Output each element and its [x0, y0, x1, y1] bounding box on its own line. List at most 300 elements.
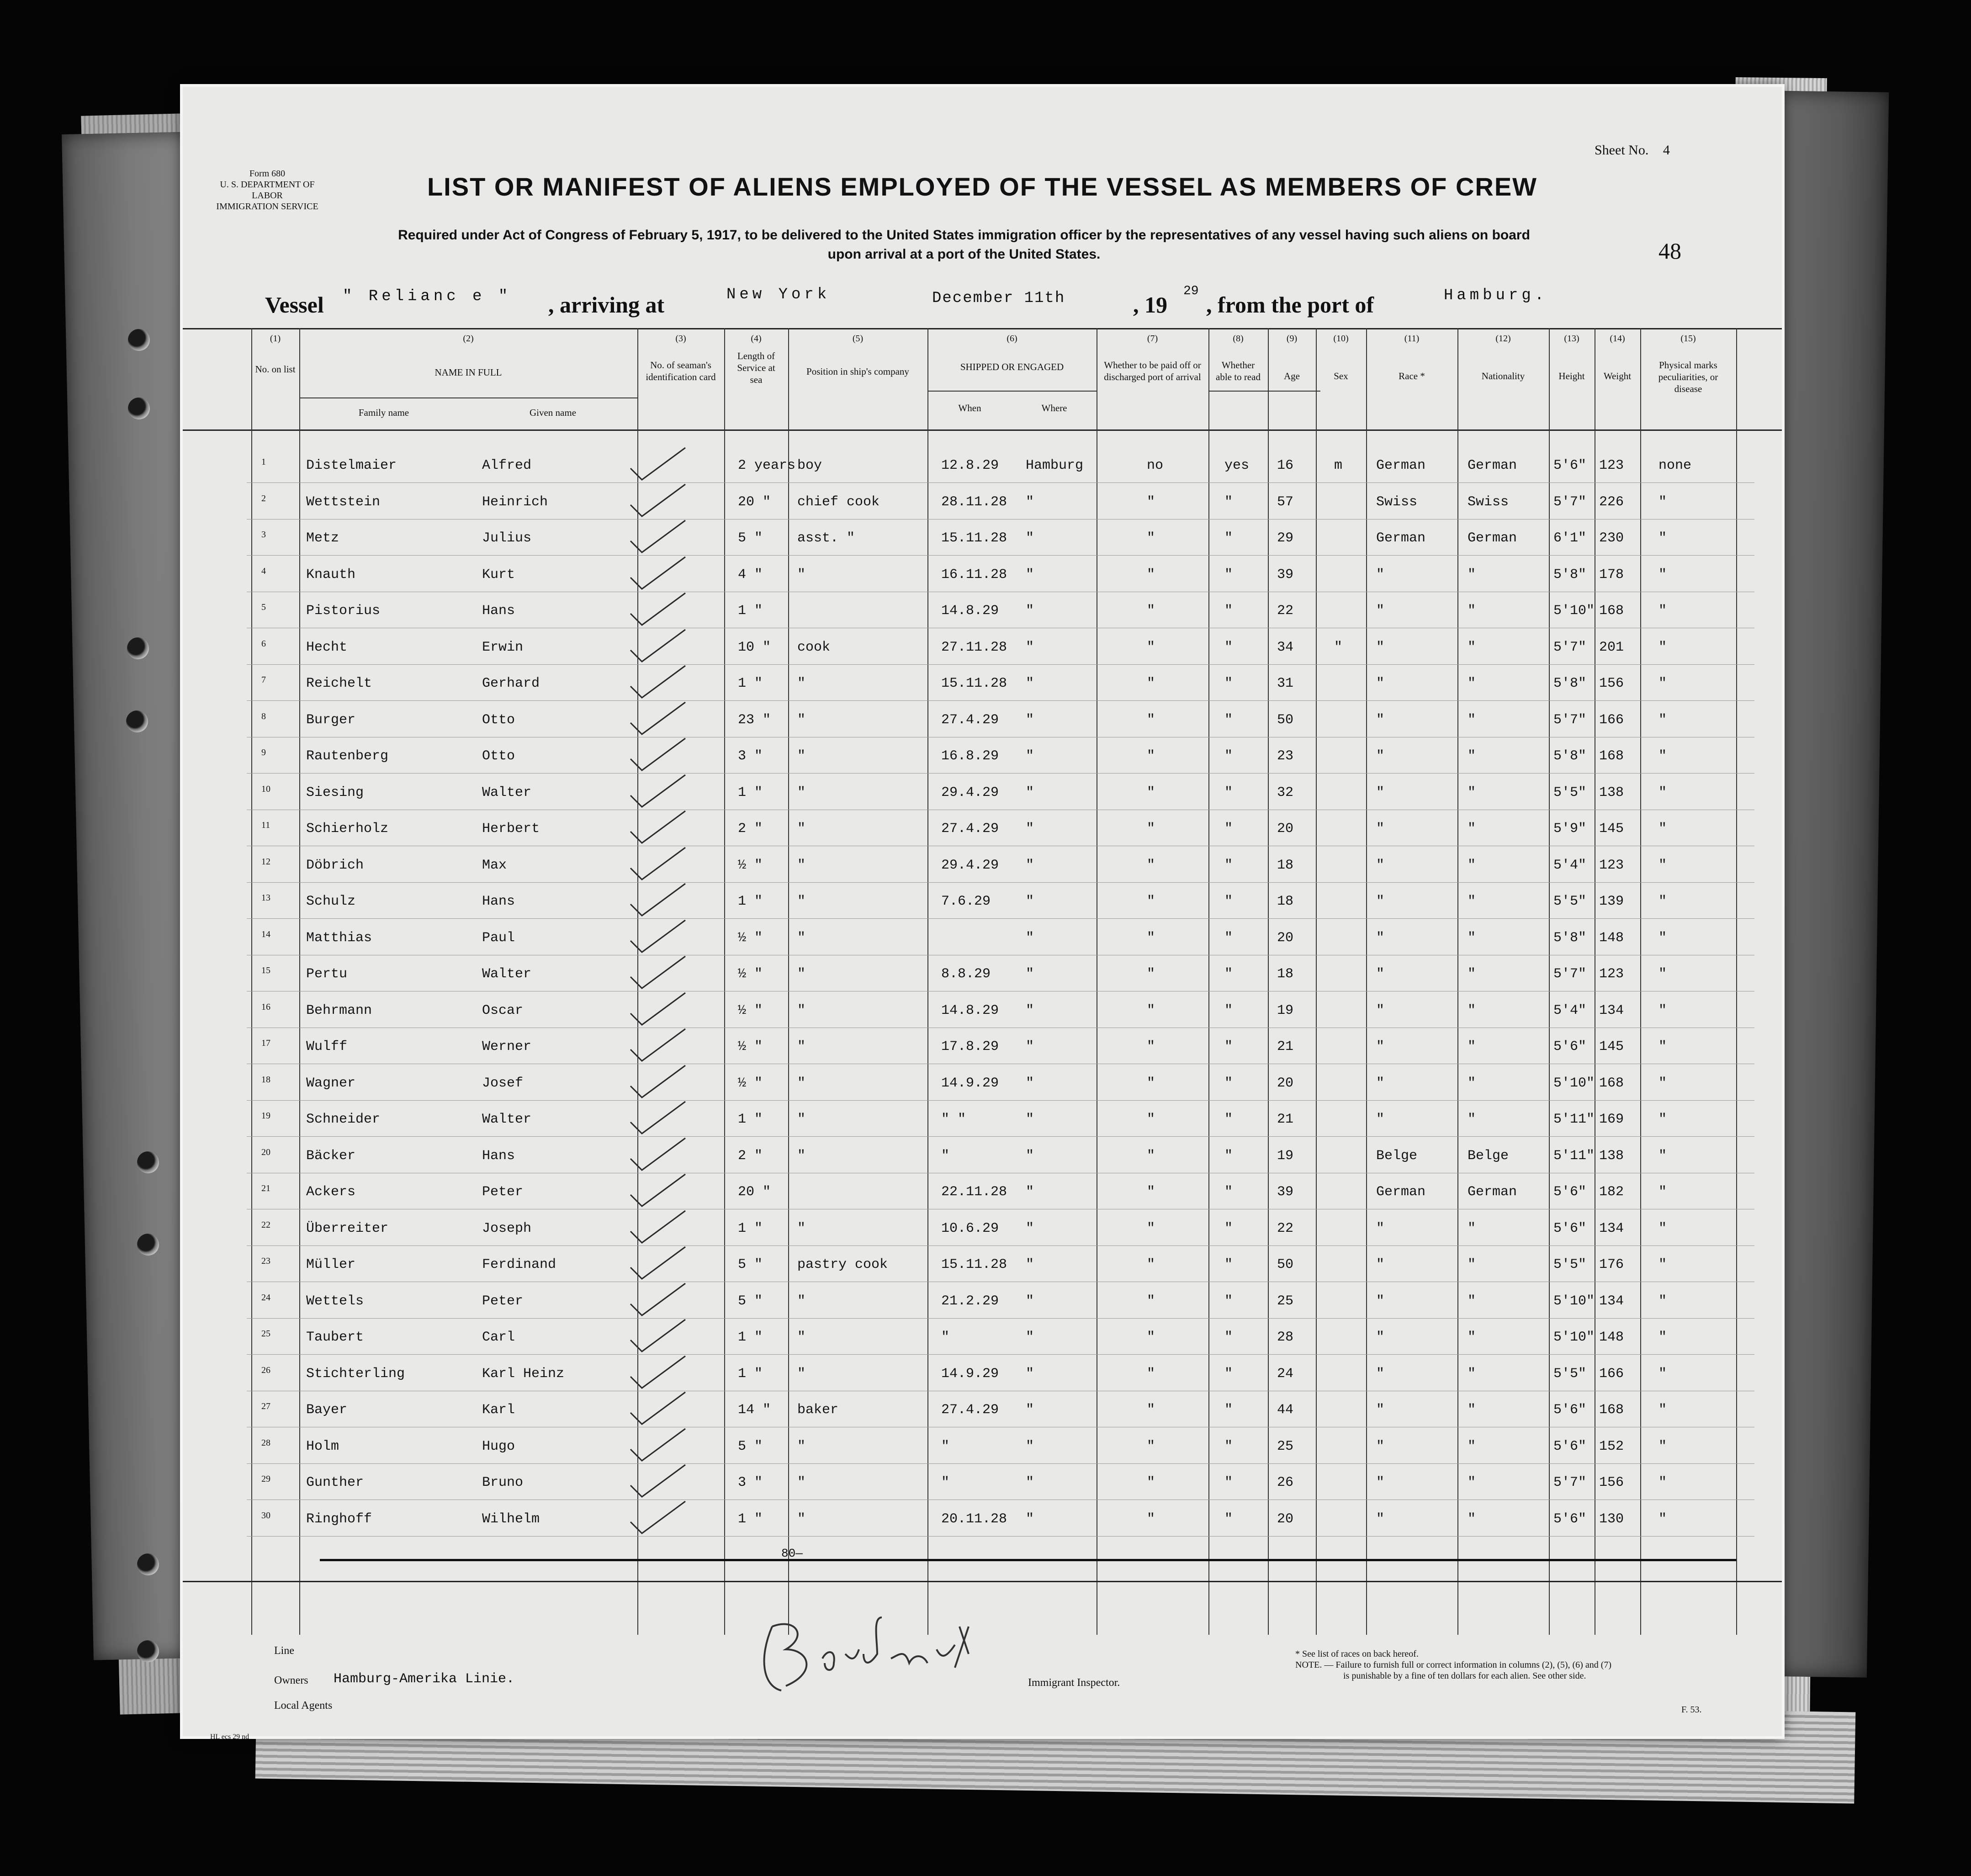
service-length-cell: ½ " [738, 1075, 763, 1091]
age-cell: 22 [1277, 1220, 1294, 1236]
age-cell: 44 [1277, 1402, 1294, 1418]
check-mark-icon [621, 1424, 694, 1465]
age-cell: 57 [1277, 494, 1294, 510]
age-cell: 23 [1277, 748, 1294, 764]
physical-marks-cell: " [1658, 1148, 1667, 1164]
given-name-cell: Alfred [482, 458, 532, 473]
service-length-cell: 1 " [738, 894, 763, 909]
local-agents-label: Local Agents [274, 1700, 333, 1712]
check-mark-icon [621, 1315, 694, 1356]
ship-position-cell: " [797, 1220, 806, 1236]
height-cell: 5'7" [1553, 712, 1587, 728]
check-mark-icon [621, 734, 694, 775]
row-number-cell: 20 [261, 1147, 270, 1157]
weight-cell: 145 [1599, 1039, 1624, 1055]
age-cell: 39 [1277, 567, 1294, 583]
shipped-where-cell: " [1026, 857, 1034, 873]
row-number-cell: 24 [261, 1292, 270, 1303]
physical-marks-cell: " [1658, 894, 1667, 909]
shipped-when-cell: 12.8.29 [941, 458, 999, 473]
owners-label: Owners [274, 1675, 308, 1686]
shipped-where-cell: " [1026, 494, 1034, 510]
column-number: (10) [1333, 334, 1349, 344]
given-name-cell: Hans [482, 1148, 515, 1164]
height-cell: 5'7" [1553, 1475, 1587, 1490]
service-name: IMMIGRATION SERVICE [216, 201, 318, 212]
row-divider [247, 700, 1754, 701]
family-name-cell: Müller [306, 1257, 356, 1272]
nationality-cell: " [1468, 1039, 1476, 1055]
physical-marks-cell: " [1658, 676, 1667, 691]
shipped-where-cell: " [1026, 1438, 1034, 1454]
given-name-cell: Wilhelm [482, 1511, 540, 1527]
nationality-cell: " [1468, 1330, 1476, 1345]
height-cell: 5'6" [1553, 1438, 1587, 1454]
column-number: (3) [675, 334, 686, 344]
age-cell: 20 [1277, 1511, 1294, 1527]
table-end-rule [320, 1559, 1736, 1561]
paid-off-cell: " [1147, 494, 1155, 510]
paid-off-cell: " [1147, 1366, 1155, 1382]
check-mark-icon [621, 1460, 694, 1501]
height-cell: 5'4" [1553, 857, 1587, 873]
ship-position-cell: " [797, 1511, 806, 1527]
height-cell: 5'8" [1553, 567, 1587, 583]
race-cell: " [1376, 966, 1385, 982]
row-number-cell: 13 [261, 893, 270, 903]
table-row [183, 1102, 1782, 1137]
row-number-cell: 6 [261, 638, 266, 649]
shipped-when-cell: 27.4.29 [941, 821, 999, 837]
paid-off-cell: " [1147, 639, 1155, 655]
shipped-when-cell: " [941, 1438, 950, 1454]
nationality-cell: " [1468, 1438, 1476, 1454]
weight-cell: 148 [1599, 1330, 1624, 1345]
form-code: F. 53. [1681, 1705, 1702, 1715]
nationality-cell: " [1468, 784, 1476, 800]
table-row [183, 811, 1782, 847]
age-cell: 26 [1277, 1475, 1294, 1490]
height-cell: 5'11" [1553, 1112, 1595, 1127]
height-cell: 5'11" [1553, 1148, 1595, 1164]
punch-hole [137, 1553, 159, 1575]
family-name-cell: Schneider [306, 1112, 381, 1127]
able-to-read-cell: " [1224, 712, 1233, 728]
shipped-where-cell: " [1026, 966, 1034, 982]
table-row [183, 884, 1782, 919]
nationality-cell: German [1468, 530, 1517, 546]
header-given-name: Given name [529, 407, 577, 418]
physical-marks-cell: " [1658, 494, 1667, 510]
given-name-cell: Josef [482, 1075, 524, 1091]
shipped-where-cell: " [1026, 1002, 1034, 1018]
subtitle-line: upon arrival at a port of the United States. [827, 247, 1101, 262]
column-number: (14) [1610, 334, 1625, 344]
paid-off-cell: " [1147, 1330, 1155, 1345]
race-cell: " [1376, 1475, 1385, 1490]
header-weight: Weight [1603, 371, 1632, 382]
check-mark-icon [621, 625, 694, 666]
row-divider [247, 1463, 1754, 1464]
ship-position-cell: pastry cook [797, 1257, 888, 1272]
given-name-cell: Werner [482, 1039, 532, 1055]
ship-position-cell: " [797, 857, 806, 873]
given-name-cell: Heinrich [482, 494, 548, 510]
physical-marks-cell: " [1658, 784, 1667, 800]
table-row [183, 1501, 1782, 1537]
nationality-cell: " [1468, 894, 1476, 909]
year-suffix: 29 [1183, 284, 1199, 298]
department-name: U. S. DEPARTMENT OF LABOR [220, 180, 315, 201]
from-label: , from the port of [1206, 292, 1374, 318]
race-cell: German [1376, 1184, 1426, 1200]
penalty-note-cont: is punishable by a fine of ten dollars for each alien. See other side. [1343, 1671, 1586, 1681]
given-name-cell: Hans [482, 603, 515, 619]
paid-off-cell: " [1147, 1075, 1155, 1091]
service-length-cell: 20 " [738, 1184, 771, 1200]
sheet-number-label: Sheet No. [1595, 143, 1649, 158]
row-divider [247, 1536, 1754, 1537]
weight-cell: 182 [1599, 1184, 1624, 1200]
check-mark-icon [621, 879, 694, 920]
ship-position-cell: " [797, 1148, 806, 1164]
age-cell: 20 [1277, 930, 1294, 946]
table-row [183, 775, 1782, 811]
family-name-cell: Stichterling [306, 1366, 405, 1382]
check-mark-icon [621, 552, 694, 594]
height-cell: 5'7" [1553, 639, 1587, 655]
paid-off-cell: " [1147, 784, 1155, 800]
shipped-where-cell: " [1026, 639, 1034, 655]
ship-position-cell: " [797, 676, 806, 691]
family-name-cell: Metz [306, 530, 339, 546]
able-to-read-cell: " [1224, 1075, 1233, 1091]
physical-marks-cell: " [1658, 530, 1667, 546]
service-length-cell: 5 " [738, 1257, 763, 1272]
header-rule [183, 328, 1782, 329]
year-prefix: , 19 [1133, 292, 1167, 318]
check-mark-icon [621, 443, 694, 484]
nationality-cell: " [1468, 1112, 1476, 1127]
table-row [183, 1465, 1782, 1500]
able-to-read-cell: " [1224, 1002, 1233, 1018]
table-row [183, 1247, 1782, 1282]
race-cell: " [1376, 1402, 1385, 1418]
nationality-cell: Belge [1468, 1148, 1509, 1164]
nationality-cell: " [1468, 1475, 1476, 1490]
table-row [183, 484, 1782, 520]
ship-position-cell: " [797, 1366, 806, 1382]
paid-off-cell: " [1147, 1039, 1155, 1055]
physical-marks-cell: " [1658, 821, 1667, 837]
family-name-cell: Bayer [306, 1402, 348, 1418]
row-number-cell: 21 [261, 1183, 270, 1193]
shipped-when-cell: 15.11.28 [941, 1257, 1007, 1272]
form-number: Form 680 [249, 169, 286, 179]
race-cell: " [1376, 748, 1385, 764]
shipped-where-cell: " [1026, 1402, 1034, 1418]
age-cell: 32 [1277, 784, 1294, 800]
shipped-where-cell: " [1026, 894, 1034, 909]
nationality-cell: " [1468, 1402, 1476, 1418]
nationality-cell: " [1468, 712, 1476, 728]
header-bottom-rule [183, 429, 1782, 431]
row-divider [247, 1245, 1754, 1246]
physical-marks-cell: " [1658, 1112, 1667, 1127]
race-cell: " [1376, 821, 1385, 837]
race-cell: " [1376, 1330, 1385, 1345]
sheet-number [1595, 143, 1670, 158]
race-cell: " [1376, 676, 1385, 691]
shipped-where-cell: " [1026, 1039, 1034, 1055]
shipped-when-cell: 29.4.29 [941, 857, 999, 873]
vessel-line [265, 283, 1727, 324]
given-name-cell: Walter [482, 784, 532, 800]
family-name-cell: Schierholz [306, 821, 389, 837]
able-to-read-cell: " [1224, 676, 1233, 691]
column-number: (4) [751, 334, 762, 344]
given-name-cell: Karl Heinz [482, 1366, 565, 1382]
shipped-when-cell: " [941, 1148, 950, 1164]
column-number: (11) [1404, 334, 1420, 344]
given-name-cell: Herbert [482, 821, 540, 837]
shipped-where-cell: " [1026, 676, 1034, 691]
weight-cell: 168 [1599, 1402, 1624, 1418]
header-race: Race * [1399, 371, 1425, 382]
service-length-cell: 1 " [738, 676, 763, 691]
service-length-cell: 2 " [738, 821, 763, 837]
service-length-cell: 1 " [738, 1112, 763, 1127]
able-to-read-cell: " [1224, 1438, 1233, 1454]
ship-position-cell: " [797, 1438, 806, 1454]
nationality-cell: " [1468, 1075, 1476, 1091]
service-length-cell: 2 " [738, 1148, 763, 1164]
able-to-read-cell: " [1224, 1184, 1233, 1200]
check-mark-icon [621, 516, 694, 557]
punch-hole [128, 397, 150, 419]
given-name-cell: Hans [482, 894, 515, 909]
row-divider [247, 482, 1754, 483]
weight-cell: 134 [1599, 1002, 1624, 1018]
ship-position-cell: asst. " [797, 530, 855, 546]
age-cell: 39 [1277, 1184, 1294, 1200]
service-length-cell: 3 " [738, 1475, 763, 1490]
header-paid-off: Whether to be paid off or discharged port of arrival [1104, 360, 1201, 382]
family-name-cell: Distelmaier [306, 458, 397, 473]
ship-position-cell: " [797, 784, 806, 800]
row-number-cell: 11 [261, 820, 270, 830]
family-name-cell: Reichelt [306, 676, 372, 691]
weight-cell: 152 [1599, 1438, 1624, 1454]
able-to-read-cell: " [1224, 966, 1233, 982]
shipped-when-cell: 14.9.29 [941, 1366, 999, 1382]
weight-cell: 145 [1599, 821, 1624, 837]
service-length-cell: 3 " [738, 748, 763, 764]
service-length-cell: ½ " [738, 857, 763, 873]
race-cell: " [1376, 1220, 1385, 1236]
service-length-cell: 10 " [738, 639, 771, 655]
service-length-cell: 1 " [738, 1330, 763, 1345]
family-name-cell: Bäcker [306, 1148, 356, 1164]
service-length-cell: 1 " [738, 784, 763, 800]
nationality-cell: Swiss [1468, 494, 1509, 510]
table-row [183, 920, 1782, 956]
able-to-read-cell: " [1224, 1257, 1233, 1272]
page-number: 48 [1658, 238, 1681, 264]
shipped-when-cell: 29.4.29 [941, 784, 999, 800]
shipped-when-cell: 27.11.28 [941, 639, 1007, 655]
weight-cell: 166 [1599, 1366, 1624, 1382]
shipped-when-cell: 10.6.29 [941, 1220, 999, 1236]
shipped-where-cell: " [1026, 1511, 1034, 1527]
tally-mark: 80— [781, 1547, 803, 1560]
table-row [183, 593, 1782, 629]
race-cell: " [1376, 1039, 1385, 1055]
row-number-cell: 22 [261, 1219, 270, 1230]
family-name-cell: Holm [306, 1438, 339, 1454]
print-code: HL ecs 29 nd [210, 1733, 249, 1741]
given-name-cell: Bruno [482, 1475, 524, 1490]
ship-position-cell: " [797, 966, 806, 982]
weight-cell: 134 [1599, 1293, 1624, 1309]
weight-cell: 156 [1599, 676, 1624, 691]
vessel-name: " Relianc e " [343, 288, 512, 305]
weight-cell: 169 [1599, 1112, 1624, 1127]
header-when: When [958, 403, 981, 413]
table-row [183, 1320, 1782, 1355]
row-number-cell: 29 [261, 1474, 270, 1484]
family-name-cell: Überreiter [306, 1220, 389, 1236]
height-cell: 5'4" [1553, 1002, 1587, 1018]
nationality-cell: " [1468, 821, 1476, 837]
footer-rule [183, 1581, 1782, 1582]
paid-off-cell: " [1147, 603, 1155, 619]
age-cell: 25 [1277, 1438, 1294, 1454]
ship-position-cell: " [797, 821, 806, 837]
physical-marks-cell: " [1658, 1438, 1667, 1454]
height-cell: 5'6" [1553, 1184, 1587, 1200]
row-number-cell: 15 [261, 965, 270, 975]
column-number: (7) [1147, 334, 1158, 344]
given-name-cell: Peter [482, 1184, 524, 1200]
shipped-where-cell: " [1026, 930, 1034, 946]
paid-off-cell: " [1147, 1438, 1155, 1454]
race-cell: Belge [1376, 1148, 1418, 1164]
ship-position-cell: baker [797, 1402, 839, 1418]
paid-off-cell: " [1147, 1293, 1155, 1309]
weight-cell: 226 [1599, 494, 1624, 510]
row-number-cell: 19 [261, 1111, 270, 1121]
ship-position-cell: chief cook [797, 494, 880, 510]
race-cell: " [1376, 712, 1385, 728]
nationality-cell: " [1468, 567, 1476, 583]
shipped-where-cell: " [1026, 1220, 1034, 1236]
family-name-cell: Matthias [306, 930, 372, 946]
check-mark-icon [621, 806, 694, 848]
age-cell: 21 [1277, 1039, 1294, 1055]
weight-cell: 148 [1599, 930, 1624, 946]
able-to-read-cell: " [1224, 1220, 1233, 1236]
paid-off-cell: " [1147, 676, 1155, 691]
nationality-cell: " [1468, 1366, 1476, 1382]
given-name-cell: Otto [482, 712, 515, 728]
age-cell: 28 [1277, 1330, 1294, 1345]
weight-cell: 230 [1599, 530, 1624, 546]
paid-off-cell: " [1147, 712, 1155, 728]
row-divider [247, 664, 1754, 665]
column-number: (9) [1286, 334, 1298, 344]
age-cell: 19 [1277, 1002, 1294, 1018]
nationality-cell: " [1468, 857, 1476, 873]
shipped-where-cell: " [1026, 821, 1034, 837]
height-cell: 5'10" [1553, 1075, 1595, 1091]
family-name-cell: Gunther [306, 1475, 364, 1490]
row-number-cell: 30 [261, 1510, 270, 1521]
line-label: Line [274, 1645, 294, 1657]
punch-hole [127, 637, 149, 659]
penalty-note: NOTE. — Failure to furnish full or correct information in columns (2), (5), (6) and (7) [1295, 1660, 1612, 1670]
nationality-cell: " [1468, 930, 1476, 946]
nationality-cell: " [1468, 1511, 1476, 1527]
row-number-cell: 28 [261, 1437, 270, 1448]
weight-cell: 201 [1599, 639, 1624, 655]
punch-hole [126, 710, 148, 732]
able-to-read-cell: " [1224, 894, 1233, 909]
height-cell: 5'5" [1553, 1366, 1587, 1382]
check-mark-icon [621, 1024, 694, 1065]
age-cell: 24 [1277, 1366, 1294, 1382]
weight-cell: 176 [1599, 1257, 1624, 1272]
ship-position-cell: cook [797, 639, 831, 655]
given-name-cell: Max [482, 857, 507, 873]
shipped-when-cell: 14.9.29 [941, 1075, 999, 1091]
height-cell: 5'6" [1553, 1511, 1587, 1527]
able-to-read-cell: yes [1224, 458, 1250, 473]
shipped-when-cell: 27.4.29 [941, 712, 999, 728]
height-cell: 5'10" [1553, 1293, 1595, 1309]
nationality-cell: " [1468, 748, 1476, 764]
shipped-when-cell: 14.8.29 [941, 1002, 999, 1018]
check-mark-icon [621, 988, 694, 1029]
table-row [183, 1065, 1782, 1101]
race-cell: " [1376, 930, 1385, 946]
row-number-cell: 12 [261, 856, 270, 867]
shipped-when-cell: 17.8.29 [941, 1039, 999, 1055]
check-mark-icon [621, 1242, 694, 1283]
row-number-cell: 5 [261, 602, 266, 612]
races-note: * See list of races on back hereof. [1295, 1649, 1419, 1659]
race-cell: " [1376, 1075, 1385, 1091]
nationality-cell: " [1468, 1002, 1476, 1018]
shipped-where-cell: " [1026, 530, 1034, 546]
able-to-read-cell: " [1224, 821, 1233, 837]
physical-marks-cell: " [1658, 748, 1667, 764]
shipped-when-cell: 15.11.28 [941, 676, 1007, 691]
shipped-where-cell: " [1026, 1475, 1034, 1490]
able-to-read-cell: " [1224, 1039, 1233, 1055]
ship-position-cell: " [797, 930, 806, 946]
service-length-cell: 4 " [738, 567, 763, 583]
nationality-cell: German [1468, 458, 1517, 473]
ship-position-cell: " [797, 1112, 806, 1127]
given-name-cell: Karl [482, 1402, 515, 1418]
able-to-read-cell: " [1224, 1148, 1233, 1164]
nationality-cell: " [1468, 603, 1476, 619]
shipped-when-cell: 20.11.28 [941, 1511, 1007, 1527]
age-cell: 20 [1277, 821, 1294, 837]
able-to-read-cell: " [1224, 930, 1233, 946]
shipped-when-cell: " " [941, 1112, 966, 1127]
